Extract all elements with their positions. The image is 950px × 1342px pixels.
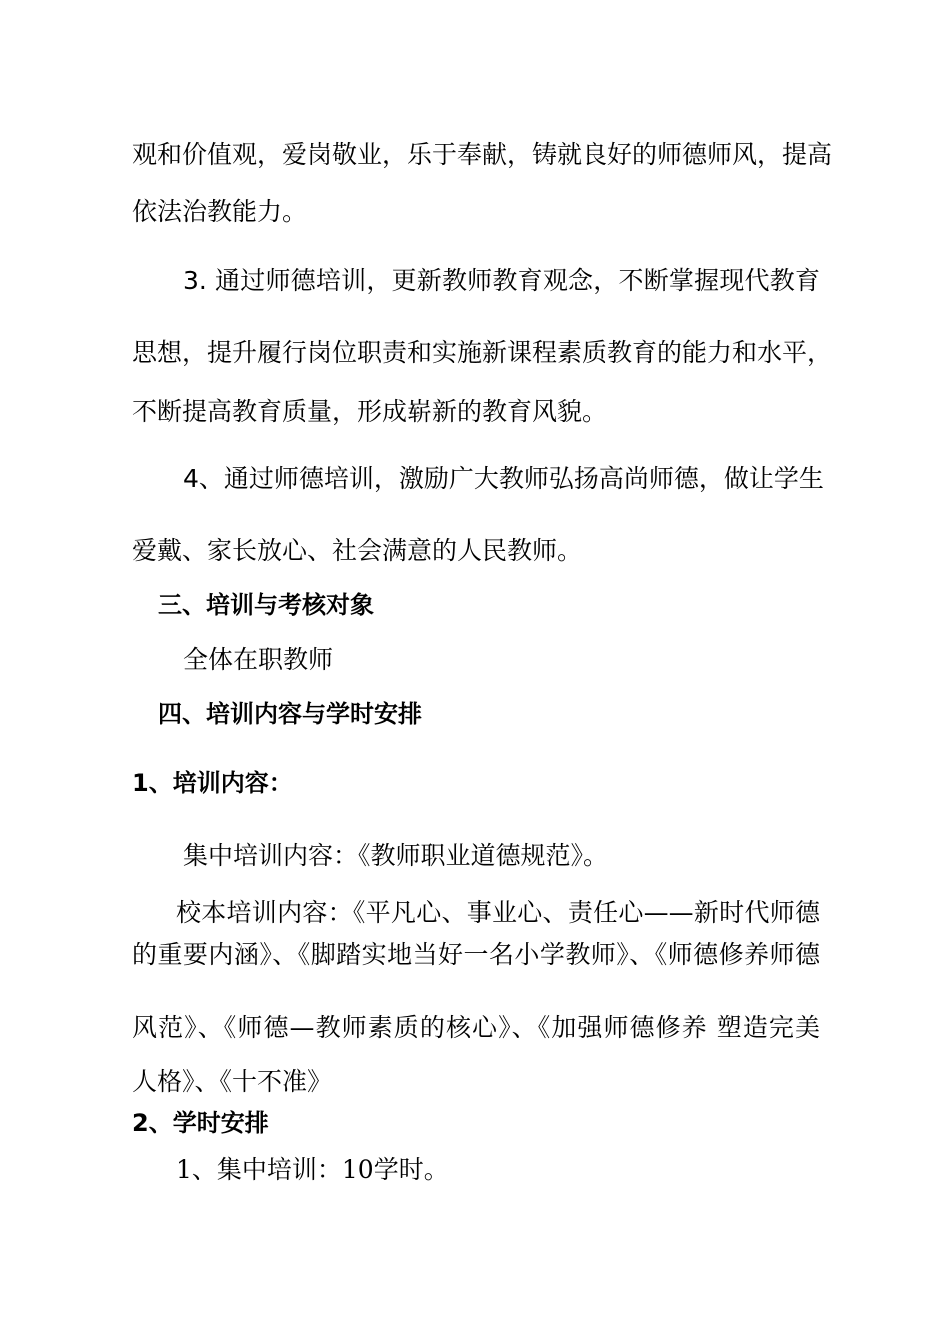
paragraph-line: 全体在职教师	[183, 645, 334, 674]
paragraph-line: 风范》、《师德—教师素质的核心》、《加强师德修养 塑造完美	[132, 1013, 820, 1042]
paragraph-line: 爱戴、家长放心、社会满意的人民教师。	[132, 536, 583, 565]
paragraph-line: 人格》、《十不准》	[132, 1067, 333, 1096]
paragraph-line: 校本培训内容：《平凡心、事业心、责任心——新时代师德	[176, 898, 820, 927]
subsection-heading: 1、培训内容：	[132, 769, 293, 797]
section-heading: 三、培训与考核对象	[158, 591, 374, 619]
section-heading: 四、培训内容与学时安排	[158, 700, 422, 728]
paragraph-line: 1、集中培训：10学时。	[176, 1155, 449, 1184]
paragraph-line: 的重要内涵》、《脚踏实地当好一名小学教师》、《师德修养师德	[132, 940, 820, 969]
subsection-heading: 2、学时安排	[132, 1109, 269, 1137]
paragraph-line: 集中培训内容：《教师职业道德规范》。	[183, 841, 609, 870]
paragraph-line: 观和价值观，爱岗敬业，乐于奉献，铸就良好的师德师风，提高	[132, 140, 833, 169]
paragraph-line: 思想，提升履行岗位职责和实施新课程素质教育的能力和水平，	[132, 338, 833, 367]
paragraph-line: 4、通过师德培训，激励广大教师弘扬高尚师德，做让学生	[183, 464, 824, 493]
paragraph-line: 不断提高教育质量，形成崭新的教育风貌。	[132, 397, 608, 426]
paragraph-line: 依法治教能力。	[132, 197, 308, 226]
paragraph-line: 3. 通过师德培训，更新教师教育观念，不断掌握现代教育	[183, 266, 820, 295]
